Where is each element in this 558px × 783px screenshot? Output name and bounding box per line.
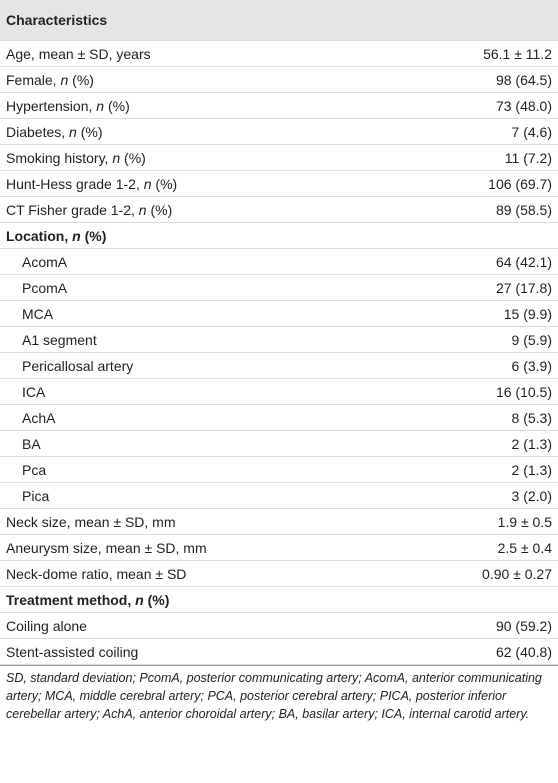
row-value: 56.1 ± 11.2 (483, 45, 552, 62)
row-label: Coiling alone (6, 617, 87, 634)
table-footnote: SD, standard deviation; PcomA, posterior communicating artery; AcomA, anterior communicating artery; MCA, middle cerebral artery; PCA, posterior cerebral artery; PICA, posterior inferior cerebellar artery; AchA, anterior choroidal artery; BA, basilar artery; ICA, internal carotid artery. (6, 671, 542, 721)
row-value: 2.5 ± 0.4 (497, 539, 552, 556)
table-row (0, 67, 558, 93)
table-row (0, 535, 558, 561)
row-value: 15 (9.9) (503, 305, 552, 322)
table-row (0, 639, 558, 665)
row-value: 73 (48.0) (495, 97, 552, 114)
table-row (0, 561, 558, 587)
table-row (0, 275, 558, 301)
row-label: Stent-assisted coiling (6, 643, 139, 660)
row-value: 3 (2.0) (511, 487, 552, 504)
row-label: Treatment method, n (%) (6, 591, 170, 608)
row-label: MCA (22, 305, 54, 322)
table-row (0, 249, 558, 275)
row-value: 0.90 ± 0.27 (482, 565, 552, 582)
row-value: 2 (1.3) (511, 461, 552, 478)
row-label: ICA (22, 383, 46, 400)
row-value: 8 (5.3) (511, 409, 552, 426)
table-row (0, 41, 558, 67)
row-value: 11 (7.2) (504, 149, 552, 166)
table-row (0, 301, 558, 327)
row-value: 27 (17.8) (495, 279, 552, 296)
row-label: AchA (22, 409, 56, 426)
row-label: Diabetes, n (%) (6, 123, 103, 140)
row-label: PcomA (22, 279, 68, 296)
row-label: Female, n (%) (6, 71, 94, 88)
row-label: Smoking history, n (%) (6, 149, 146, 166)
table-row (0, 197, 558, 223)
section-row (0, 587, 558, 613)
table-row (0, 145, 558, 171)
row-value: 6 (3.9) (511, 357, 552, 374)
row-value: 98 (64.5) (495, 71, 552, 88)
row-value: 90 (59.2) (495, 617, 552, 634)
row-label: Aneurysm size, mean ± SD, mm (6, 539, 207, 556)
table-row (0, 327, 558, 353)
row-value: 62 (40.8) (495, 643, 552, 660)
row-value: 106 (69.7) (488, 175, 552, 192)
table-row (0, 119, 558, 145)
row-label: Hypertension, n (%) (6, 97, 130, 114)
table-row (0, 457, 558, 483)
row-label: Pericallosal artery (22, 357, 134, 374)
table-row (0, 93, 558, 119)
table-row (0, 379, 558, 405)
row-label: Hunt-Hess grade 1-2, n (%) (6, 175, 178, 192)
header-title: Characteristics (6, 12, 108, 28)
section-row (0, 223, 558, 249)
row-value: 89 (58.5) (495, 201, 552, 218)
table-row (0, 353, 558, 379)
row-label: Age, mean ± SD, years (6, 45, 151, 62)
row-label: Neck-dome ratio, mean ± SD (6, 565, 187, 582)
row-label: Pica (22, 487, 50, 504)
table-header (0, 0, 558, 40)
table-row (0, 483, 558, 509)
table-row (0, 405, 558, 431)
table-row (0, 431, 558, 457)
table-row (0, 509, 558, 535)
row-label: Pca (22, 461, 47, 478)
table-row (0, 613, 558, 639)
row-label: A1 segment (22, 331, 97, 348)
row-value: 9 (5.9) (511, 331, 552, 348)
row-label: Neck size, mean ± SD, mm (6, 513, 176, 530)
row-value: 2 (1.3) (511, 435, 552, 452)
row-value: 7 (4.6) (511, 123, 552, 140)
row-value: 1.9 ± 0.5 (497, 513, 552, 530)
table-row (0, 171, 558, 197)
table-body (0, 41, 558, 665)
row-label: Location, n (%) (6, 227, 107, 244)
row-value: 64 (42.1) (495, 253, 552, 270)
row-value: 16 (10.5) (495, 383, 552, 400)
row-label: BA (22, 435, 41, 452)
row-label: AcomA (22, 253, 68, 270)
row-label: CT Fisher grade 1-2, n (%) (6, 201, 173, 218)
